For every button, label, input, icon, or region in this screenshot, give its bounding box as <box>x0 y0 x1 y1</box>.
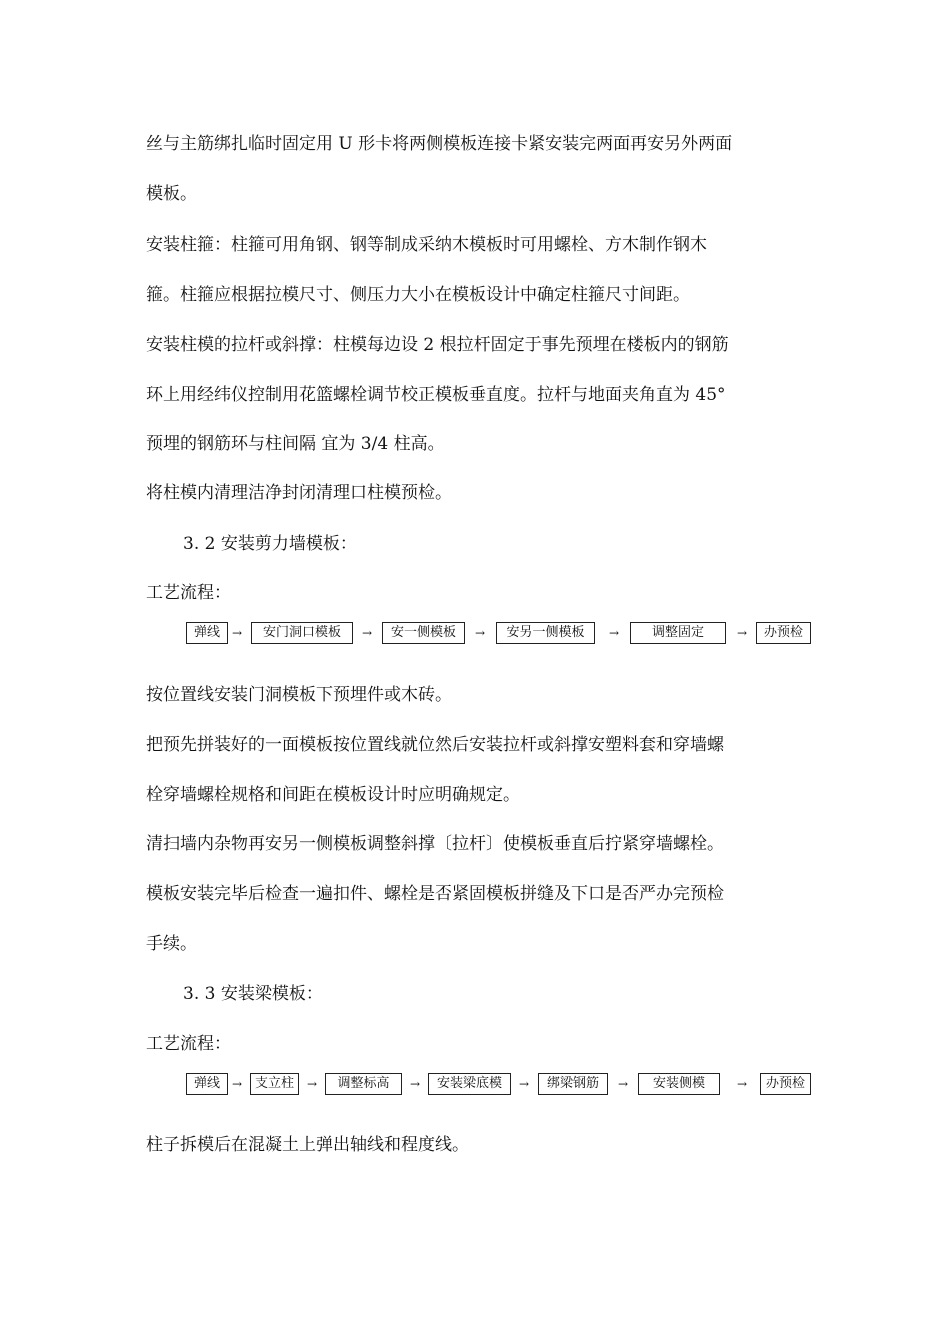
flow-arrow-icon: → <box>518 1077 530 1091</box>
flow-step: 安装梁底模 <box>428 1073 511 1095</box>
paragraph-line: 模板。 <box>146 184 197 204</box>
flow-step: 调整标高 <box>325 1073 402 1095</box>
flow-step: 支立柱 <box>250 1073 299 1095</box>
section-heading-3-2: 3. 2 安装剪力墙模板： <box>183 534 357 554</box>
flow-arrow-icon: → <box>306 1077 318 1091</box>
paragraph-line: 清扫墙内杂物再安另一侧模板调整斜撑〔拉杆〕使模板垂直后拧紧穿墙螺栓。 <box>146 834 724 854</box>
paragraph-line: 柱子拆模后在混凝土上弹出轴线和程度线。 <box>146 1135 469 1155</box>
flow-step: 安门洞口模板 <box>251 622 353 644</box>
paragraph-line: 按位置线安装门洞模板下预埋件或木砖。 <box>146 685 452 705</box>
flow-arrow-icon: → <box>608 626 620 640</box>
flow-arrow-icon: → <box>231 626 243 640</box>
paragraph-line: 栓穿墙螺栓规格和间距在模板设计时应明确规定。 <box>146 785 520 805</box>
flow-step: 办预检 <box>760 1073 811 1095</box>
flow-step: 办预检 <box>756 622 811 644</box>
paragraph-line: 预埋的钢筋环与柱间隔 宜为 3/4 柱高。 <box>146 434 445 454</box>
flow-step: 安一侧模板 <box>382 622 465 644</box>
flow-arrow-icon: → <box>409 1077 421 1091</box>
paragraph-line: 将柱模内清理洁净封闭清理口柱模预检。 <box>146 483 452 503</box>
flow-step: 弹线 <box>186 1073 228 1095</box>
paragraph-line: 把预先拼装好的一面模板按位置线就位然后安装拉杆或斜撑安塑料套和穿墙螺 <box>146 735 724 755</box>
paragraph-line: 模板安装完毕后检查一遍扣件、螺栓是否紧固模板拼缝及下口是否严办完预检 <box>146 884 724 904</box>
section-heading-3-3: 3. 3 安装梁模板： <box>183 984 323 1004</box>
flow-arrow-icon: → <box>231 1077 243 1091</box>
paragraph-line: 安装柱箍：柱箍可用角钢、钢等制成采纳木模板时可用螺栓、方木制作钢木 <box>146 235 707 255</box>
flow-arrow-icon: → <box>361 626 373 640</box>
paragraph-line: 箍。柱箍应根据拉模尺寸、侧压力大小在模板设计中确定柱箍尺寸间距。 <box>146 285 690 305</box>
flow-arrow-icon: → <box>474 626 486 640</box>
paragraph-line: 环上用经纬仪控制用花篮螺栓调节校正模板垂直度。拉杆与地面夹角直为 45° <box>146 385 726 405</box>
flow-label: 工艺流程： <box>146 1034 231 1054</box>
flow-arrow-icon: → <box>736 1077 748 1091</box>
flow-step: 调整固定 <box>630 622 726 644</box>
flow-arrow-icon: → <box>617 1077 629 1091</box>
paragraph-line: 手续。 <box>146 934 197 954</box>
flow-step: 弹线 <box>186 622 228 644</box>
flow-label: 工艺流程： <box>146 583 231 603</box>
paragraph-line: 丝与主筋绑扎临时固定用 U 形卡将两侧模板连接卡紧安装完两面再安另外两面 <box>146 134 733 154</box>
flow-arrow-icon: → <box>736 626 748 640</box>
flow-step: 安另一侧模板 <box>496 622 595 644</box>
flow-step: 绑梁钢筋 <box>538 1073 608 1095</box>
flow-step: 安装侧模 <box>638 1073 720 1095</box>
paragraph-line: 安装柱模的拉杆或斜撑：柱模每边设 2 根拉杆固定于事先预埋在楼板内的钢筋 <box>146 335 729 355</box>
